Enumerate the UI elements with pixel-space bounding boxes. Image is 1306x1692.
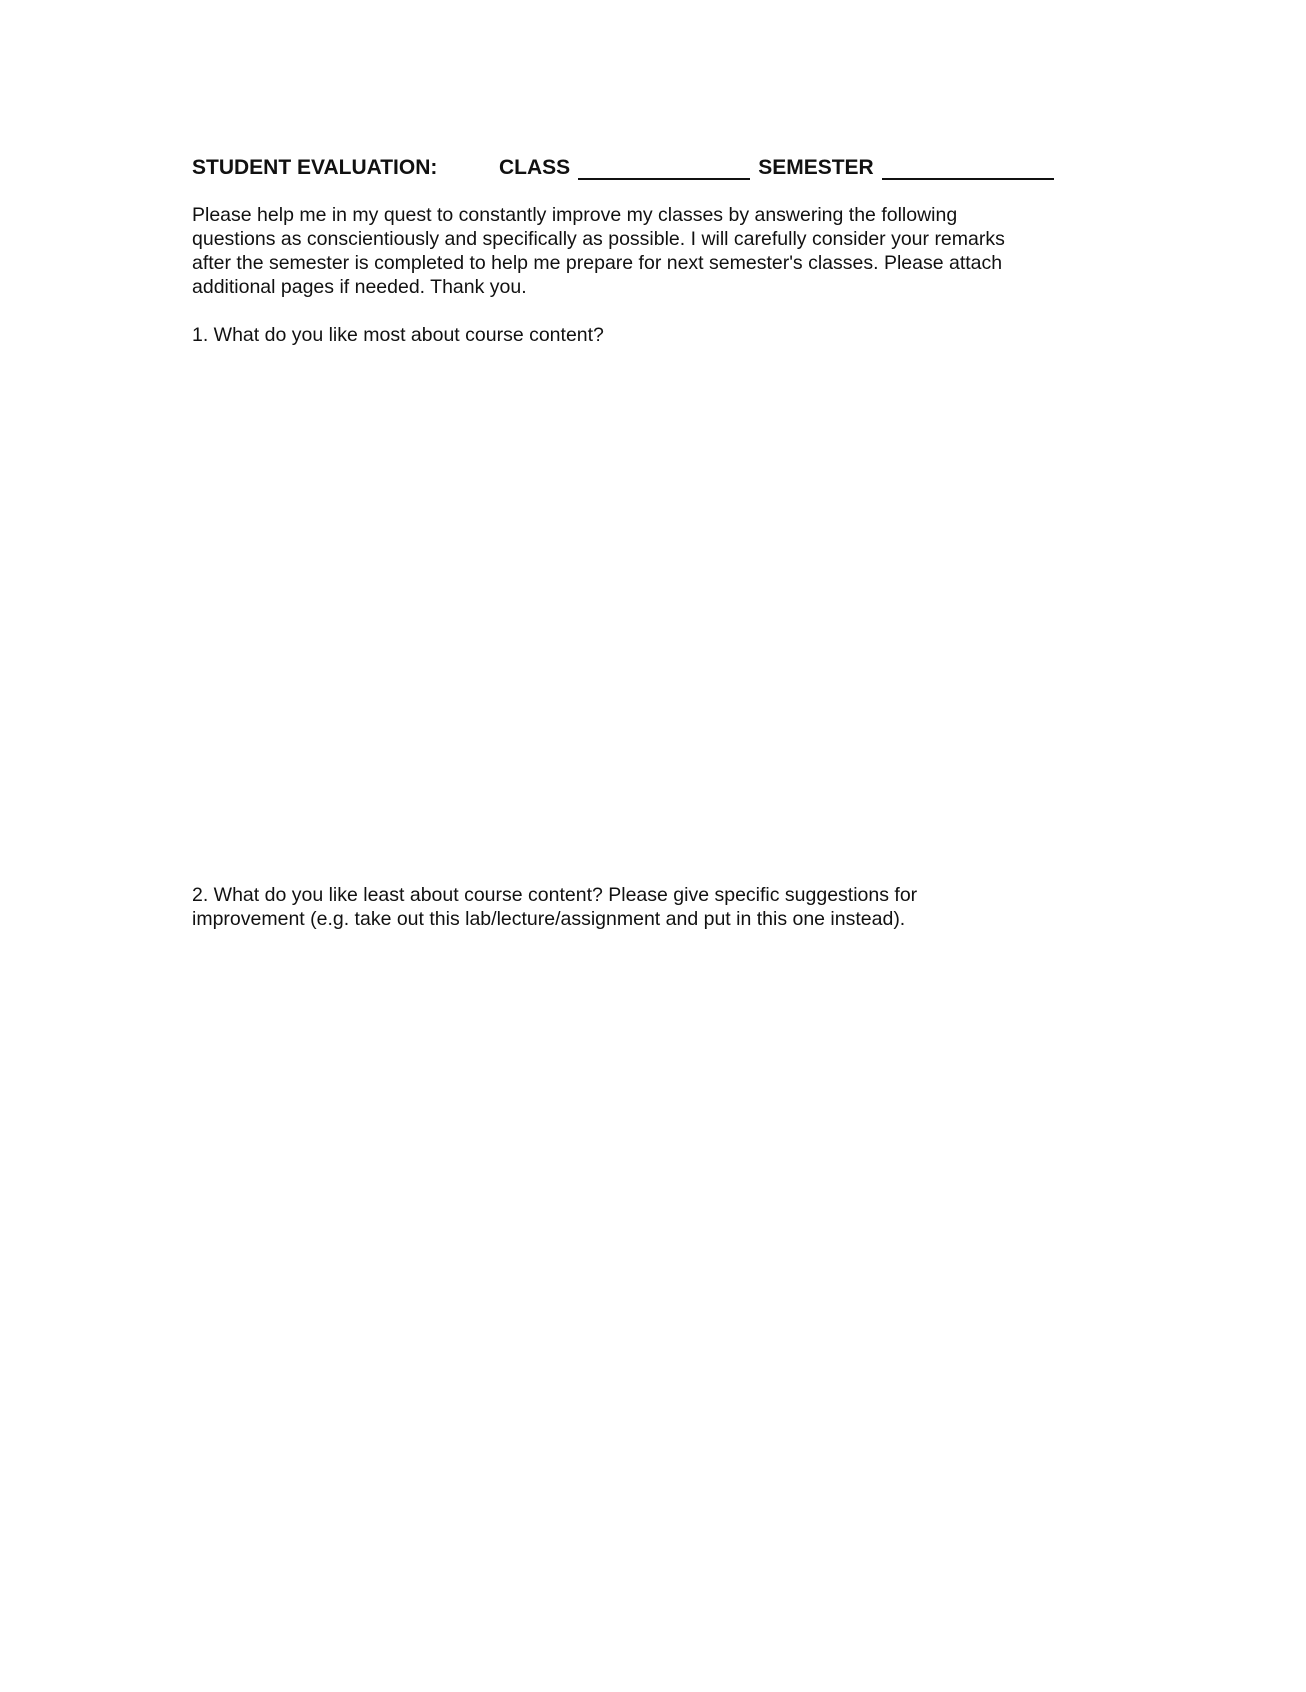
class-label: CLASS xyxy=(499,156,571,179)
question-1 xyxy=(192,323,1092,347)
intro-line: questions as conscientiously and specifically as possible. I will carefully consider your remarks xyxy=(192,228,1005,250)
form-title: STUDENT EVALUATION: xyxy=(192,156,438,179)
intro-line: after the semester is completed to help me prepare for next semester's classes. Please attach xyxy=(192,252,1003,274)
answer-area-1[interactable] xyxy=(192,360,1092,860)
question-2-line: improvement (e.g. take out this lab/lecture/assignment and put in this one instead). xyxy=(192,908,906,930)
intro-line: Please help me in my quest to constantly improve my classes by answering the following xyxy=(192,204,958,226)
intro-line: additional pages if needed. Thank you. xyxy=(192,276,527,298)
question-1-line: 1. What do you like most about course content? xyxy=(192,324,604,346)
header-row xyxy=(192,152,1054,180)
question-2-line: 2. What do you like least about course content? Please give specific suggestions for xyxy=(192,884,918,906)
semester-label: SEMESTER xyxy=(758,156,874,179)
class-blank-field[interactable] xyxy=(578,158,750,180)
semester-blank-field[interactable] xyxy=(882,158,1054,180)
answer-area-2[interactable] xyxy=(192,945,1092,1645)
intro-paragraph xyxy=(192,203,1092,299)
question-2 xyxy=(192,883,1092,931)
